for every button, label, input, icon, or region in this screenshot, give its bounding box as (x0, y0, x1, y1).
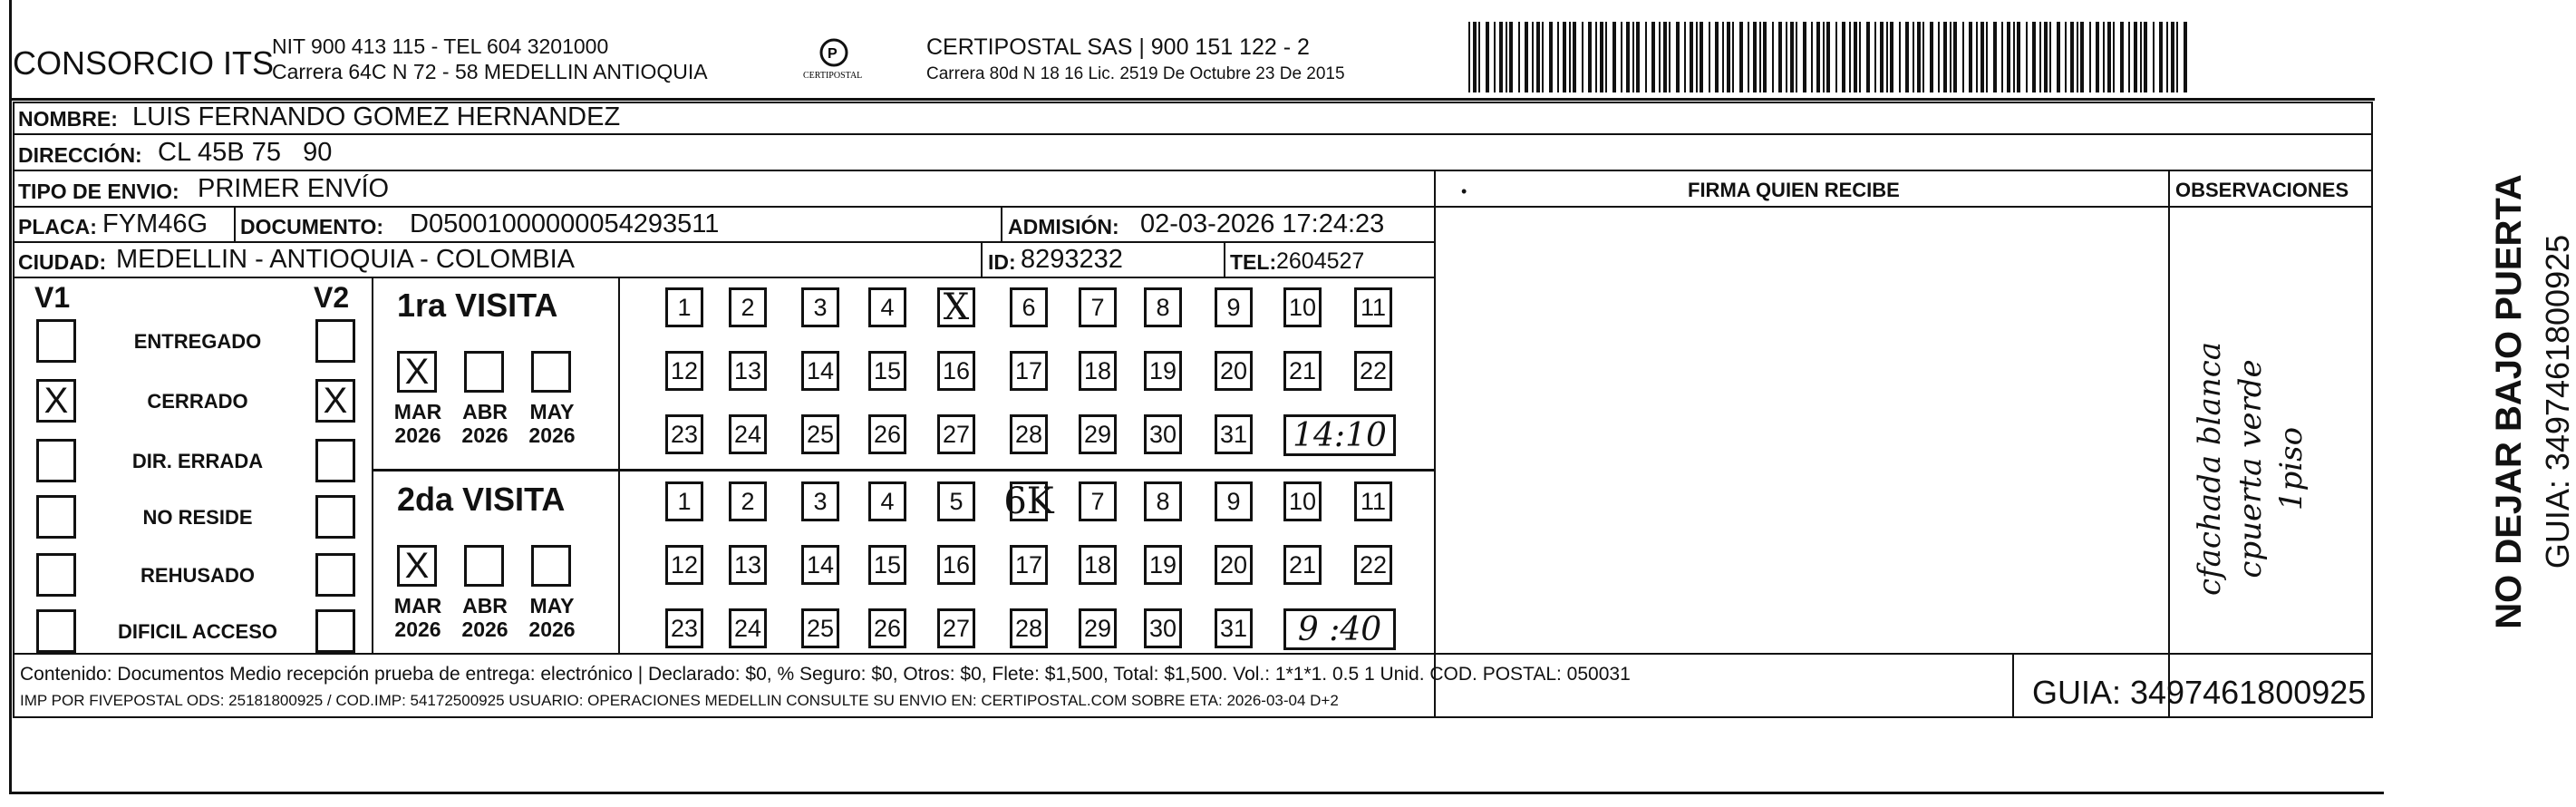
barcode-bar (1676, 22, 1680, 92)
visit-day-box[interactable]: 23 (665, 414, 703, 454)
barcode-bar (2001, 22, 2003, 92)
barcode-bar (1709, 22, 1710, 92)
visit-day-box[interactable]: 13 (729, 351, 767, 391)
barcode-bar (2017, 22, 2020, 92)
visit-month-label (386, 400, 450, 448)
barcode-bar (1866, 22, 1870, 92)
barcode-bar (1759, 22, 1761, 92)
status-v2-checkbox[interactable] (315, 609, 355, 653)
status-label: NO RESIDE (142, 506, 253, 529)
visit-day-box[interactable]: 4 (868, 481, 906, 521)
visit-day-box[interactable]: 15 (868, 351, 906, 391)
barcode-bar (1849, 22, 1851, 92)
visit-day-box[interactable]: 24 (729, 414, 767, 454)
barcode-bar (1499, 22, 1503, 92)
ciudad-value: MEDELLIN - ANTIOQUIA - COLOMBIA (116, 245, 575, 274)
barcode-bar (1569, 22, 1571, 92)
barcode-bar (2007, 22, 2010, 92)
barcode-bar (1573, 22, 1576, 92)
barcode-bar (1930, 22, 1933, 92)
visit-month-checkbox[interactable]: X (397, 351, 437, 393)
visit-day-box[interactable]: 21 (1283, 545, 1322, 585)
visit-day-box[interactable]: 6K (1003, 481, 1054, 522)
barcode-bar (1899, 22, 1901, 92)
visit-day-box[interactable]: 9 (1215, 481, 1253, 521)
nombre-label: NOMBRE: (18, 107, 118, 131)
certipostal-logo (798, 36, 870, 86)
bottom-rule (9, 792, 2384, 794)
visit-day-box[interactable]: 27 (937, 414, 975, 454)
visit-day-box[interactable]: 25 (801, 414, 839, 454)
barcode-bar (2128, 22, 2130, 92)
firma-label: FIRMA QUIEN RECIBE (1688, 179, 1900, 201)
month-name: MAR (393, 400, 442, 423)
barcode-bar (1478, 22, 1480, 92)
visit-day-box[interactable]: 29 (1079, 414, 1117, 454)
row-line (13, 133, 2373, 135)
barcode-bar (1859, 22, 1861, 92)
status-v1-checkbox[interactable] (36, 319, 76, 363)
cell-divider (234, 206, 236, 241)
barcode-bar (1993, 22, 1997, 92)
side-guia: GUIA: 3497461800925 (2539, 234, 2576, 569)
barcode-bar (1962, 22, 1964, 92)
barcode-bar (1612, 22, 1616, 92)
visit-time-box[interactable]: 9 :40 (1283, 608, 1396, 650)
row-line (13, 206, 2373, 208)
barcode-bar (2080, 22, 2084, 92)
visit-day-box[interactable]: 17 (1010, 545, 1048, 585)
barcode-bar (2120, 22, 2124, 92)
month-name: MAR (393, 594, 442, 617)
id-label: ID: (988, 250, 1016, 274)
month-year: 2026 (461, 423, 508, 448)
barcode-bar (2113, 22, 2115, 92)
barcode-bar (1905, 22, 1909, 92)
barcode-bar (2134, 22, 2137, 92)
barcode-bar (1588, 22, 1592, 92)
barcode-icon (1468, 22, 2193, 92)
barcode-bar (1753, 22, 1757, 92)
status-v1-checkbox[interactable] (36, 495, 76, 539)
documento-label: DOCUMENTO: (240, 215, 384, 238)
barcode-bar (1690, 22, 1693, 92)
barcode-bar (1636, 22, 1640, 92)
barcode-bar (1913, 22, 1914, 92)
id-value: 8293232 (1021, 245, 1123, 274)
row-line (13, 241, 1434, 243)
barcode-bar (2070, 22, 2074, 92)
barcode-bar (1563, 22, 1566, 92)
status-label: ENTREGADO (133, 330, 262, 353)
barcode-bar (1645, 22, 1647, 92)
barcode-bar (2032, 22, 2036, 92)
visit-day-box[interactable]: 8 (1144, 481, 1182, 521)
barcode-bar (1621, 22, 1622, 92)
barcode-bar (1739, 22, 1743, 92)
tipo-label: TIPO DE ENVIO: (18, 180, 179, 203)
company-nit: NIT 900 413 115 - TEL 604 3201000 (272, 34, 609, 58)
barcode-bar (2065, 22, 2067, 92)
status-v2-checkbox[interactable]: X (315, 379, 355, 423)
visit-day-box[interactable]: 18 (1079, 545, 1117, 585)
v1-label: V1 (34, 281, 71, 314)
visit-day-box[interactable]: 20 (1215, 545, 1253, 585)
cell-divider (1001, 206, 1002, 241)
visit-day-box[interactable]: 3 (801, 287, 839, 327)
month-year: 2026 (461, 617, 508, 642)
barcode-bar (1626, 22, 1630, 92)
visit-time-box[interactable]: 14:10 (1283, 414, 1396, 456)
barcode-bar (1938, 22, 1940, 92)
direccion-label: DIRECCIÓN: (18, 143, 142, 167)
visit-day-box[interactable]: 14 (801, 545, 839, 585)
barcode-bar (2026, 22, 2028, 92)
svg-text:CERTIPOSTAL: CERTIPOSTAL (803, 71, 863, 81)
barcode-bar (1816, 22, 1820, 92)
admision-value: 02-03-2026 17:24:23 (1140, 209, 1385, 238)
visit-day-box[interactable]: 31 (1215, 608, 1253, 648)
direccion-value: CL 45B 75 90 (158, 138, 333, 167)
barcode-bar (2089, 22, 2091, 92)
barcode-bar (2077, 22, 2078, 92)
barcode-bar (1748, 22, 1749, 92)
visit-month-label (453, 400, 517, 448)
status-v2-checkbox[interactable] (315, 319, 355, 363)
barcode-bar (1727, 22, 1730, 92)
barcode-bar (1518, 22, 1520, 92)
barcode-bar (1663, 22, 1667, 92)
visit-day-box[interactable]: 16 (937, 351, 975, 391)
barcode-bar (1536, 22, 1540, 92)
barcode-bar (1950, 22, 1951, 92)
barcode-bar (1595, 22, 1597, 92)
barcode-bar (2013, 22, 2015, 92)
barcode-bar (1890, 22, 1893, 92)
visit-day-box[interactable]: 12 (665, 351, 703, 391)
visit-day-box[interactable]: 16 (937, 545, 975, 585)
visit-day-box[interactable]: 19 (1144, 351, 1182, 391)
status-v2-checkbox[interactable] (315, 495, 355, 539)
obs-line-3: 1piso (2273, 426, 2310, 511)
barcode-bar (2096, 22, 2099, 92)
status-v1-checkbox[interactable] (36, 439, 76, 482)
visit-day-box[interactable]: 30 (1144, 608, 1182, 648)
no-dejar-bajo-puerta: NO DEJAR BAJO PUERTA (2489, 174, 2529, 629)
barcode-bar (1811, 22, 1813, 92)
visit-day-box[interactable]: 6 (1010, 287, 1048, 327)
visit-day-box[interactable]: 30 (1144, 414, 1182, 454)
month-name: ABR (462, 400, 508, 423)
visit-title: 1ra VISITA (397, 287, 558, 324)
visit-month-checkbox[interactable] (531, 545, 571, 587)
visit-day-box[interactable]: 25 (801, 608, 839, 648)
status-label: DIR. ERRADA (131, 450, 264, 472)
visit-day-box[interactable]: 27 (937, 608, 975, 648)
status-v1-checkbox[interactable] (36, 553, 76, 597)
status-label: REHUSADO (140, 564, 255, 587)
svg-text:P: P (828, 46, 838, 62)
observaciones-handwriting (2174, 290, 2310, 653)
visit-day-box[interactable]: 1 (665, 481, 703, 521)
cell-divider (1224, 241, 1225, 277)
barcode-bar (1696, 22, 1698, 92)
visit-day-box[interactable]: 15 (868, 545, 906, 585)
visit-day-box[interactable]: 23 (665, 608, 703, 648)
visit-day-box[interactable]: X (937, 287, 975, 327)
barcode-bar (1796, 22, 1797, 92)
logo-icon (798, 36, 870, 86)
visit-day-box[interactable]: 4 (868, 287, 906, 327)
visit-day-box[interactable]: 26 (868, 414, 906, 454)
barcode-bar (2049, 22, 2051, 92)
visit-month-checkbox[interactable] (464, 351, 504, 393)
visit-month-label (453, 594, 517, 642)
visit-day-box[interactable]: 28 (1010, 608, 1048, 648)
visit-month-label (520, 594, 584, 642)
barcode-bar (1917, 22, 1921, 92)
visit-day-box[interactable]: 7 (1079, 481, 1117, 521)
barcode-bar (1880, 22, 1884, 92)
barcode-bar (2166, 22, 2168, 92)
barcode-bar (2140, 22, 2142, 92)
status-label: CERRADO (147, 390, 248, 413)
visit-day-box[interactable]: 13 (729, 545, 767, 585)
visit-day-box[interactable]: 8 (1144, 287, 1182, 327)
visit-day-box[interactable]: 28 (1010, 414, 1048, 454)
barcode-bar (2153, 22, 2155, 92)
cell-divider (981, 241, 983, 277)
nombre-value: LUIS FERNANDO GOMEZ HERNANDEZ (132, 102, 621, 131)
barcode-bar (1763, 22, 1767, 92)
status-v2-checkbox[interactable] (315, 553, 355, 597)
barcode-bar (1651, 22, 1655, 92)
barcode-bar (1980, 22, 1984, 92)
barcode-bar (2044, 22, 2048, 92)
top-rule (9, 98, 2375, 101)
firma-dot: • (1461, 182, 1467, 200)
barcode-bar (1722, 22, 1724, 92)
visit-day-box[interactable]: 11 (1354, 287, 1392, 327)
barcode-bar (1732, 22, 1734, 92)
visit-day-box[interactable]: 11 (1354, 481, 1392, 521)
barcode-bar (1943, 22, 1947, 92)
barcode-bar (1953, 22, 1957, 92)
visit-day-box[interactable]: 5 (937, 481, 975, 521)
barcode-bar (1803, 22, 1806, 92)
barcode-bar (1986, 22, 1988, 92)
visit-day-box[interactable]: 1 (665, 287, 703, 327)
visit-day-box[interactable]: 2 (729, 287, 767, 327)
month-year: 2026 (528, 423, 576, 448)
visit-day-box[interactable]: 26 (868, 608, 906, 648)
barcode-bar (1922, 22, 1924, 92)
month-name: ABR (462, 594, 508, 617)
barcode-bar (1700, 22, 1703, 92)
visit-month-label (520, 400, 584, 448)
visit-day-box[interactable]: 10 (1283, 481, 1322, 521)
placa-value: FYM46G (102, 209, 208, 238)
visit-day-box[interactable]: 22 (1354, 351, 1392, 391)
barcode-bar (1542, 22, 1544, 92)
barcode-bar (1557, 22, 1559, 92)
barcode-bar (1486, 22, 1489, 92)
visit-day-box[interactable]: 12 (665, 545, 703, 585)
status-v2-checkbox[interactable] (315, 439, 355, 482)
barcode-bar (2057, 22, 2060, 92)
status-label: DIFICIL ACCESO (117, 620, 277, 643)
visit-day-box[interactable]: 22 (1354, 545, 1392, 585)
visit-day-box[interactable]: 20 (1215, 351, 1253, 391)
courier-address: Carrera 80d N 18 16 Lic. 2519 De Octubre 23 De 2015 (926, 64, 1345, 83)
barcode-bar (2176, 22, 2178, 92)
visit-month-label (386, 594, 450, 642)
barcode-bar (1786, 22, 1787, 92)
barcode-bar (1549, 22, 1553, 92)
barcode-bar (2103, 22, 2105, 92)
barcode-bar (1886, 22, 1888, 92)
barcode-bar (1854, 22, 1857, 92)
visit-title: 2da VISITA (397, 481, 566, 518)
obs-line-1: cfachada blanca (2192, 341, 2228, 597)
visit-day-box[interactable]: 31 (1215, 414, 1253, 454)
visit-day-box[interactable]: 29 (1079, 608, 1117, 648)
barcode-bar (1532, 22, 1534, 92)
company-name: CONSORCIO ITS (13, 44, 275, 82)
barcode-bar (1600, 22, 1603, 92)
barcode-bar (1659, 22, 1661, 92)
tel-label: TEL: (1230, 250, 1277, 274)
barcode-bar (1605, 22, 1607, 92)
barcode-bar (1506, 22, 1507, 92)
barcode-bar (1582, 22, 1583, 92)
col-divider (1434, 170, 1436, 718)
barcode-bar (1494, 22, 1496, 92)
barcode-bar (2171, 22, 2174, 92)
footer-imp: IMP POR FIVEPOSTAL ODS: 25181800925 / COD.IMP: 54172500925 USUARIO: OPERACIONES MEDELLIN CONSULTE SU ENVIO EN: CERTIPOSTAL.COM SOBRE ETA: 2026-03-04 D+2 (20, 692, 1339, 709)
barcode-bar (1669, 22, 1671, 92)
visit-day-box[interactable]: 21 (1283, 351, 1322, 391)
month-year: 2026 (394, 423, 441, 448)
barcode-bar (1684, 22, 1686, 92)
visit-day-box[interactable]: 17 (1010, 351, 1048, 391)
status-v1-checkbox[interactable] (36, 609, 76, 653)
obs-line-2: cpuerta verde (2232, 359, 2269, 579)
barcode-bar (2144, 22, 2147, 92)
visit-month-checkbox[interactable] (464, 545, 504, 587)
visit-day-box[interactable]: 24 (729, 608, 767, 648)
v2-label: V2 (314, 281, 350, 314)
left-rule (9, 0, 12, 794)
observaciones-label: OBSERVACIONES (2175, 179, 2349, 201)
company-address: Carrera 64C N 72 - 58 MEDELLIN ANTIOQUIA (272, 60, 708, 83)
footer-line (13, 653, 2373, 655)
visit-divider (618, 277, 620, 653)
visit-day-box[interactable]: 10 (1283, 287, 1322, 327)
row-line (13, 277, 1434, 278)
barcode-bar (1632, 22, 1634, 92)
barcode-bar (2159, 22, 2163, 92)
status-v1-checkbox[interactable]: X (36, 379, 76, 423)
visit-day-box[interactable]: 2 (729, 481, 767, 521)
visit-day-box[interactable]: 3 (801, 481, 839, 521)
visit-day-box[interactable]: 14 (801, 351, 839, 391)
visit-day-box[interactable]: 9 (1215, 287, 1253, 327)
footer-divider (2012, 653, 2014, 718)
visit-month-checkbox[interactable]: X (397, 545, 437, 587)
barcode-bar (2184, 22, 2187, 92)
footer-contenido: Contenido: Documentos Medio recepción prueba de entrega: electrónico | Declarado: $0, % Seguro: $0, Otros: $0, Flete: $1,500, Total: $1,500. Vol.: 1*1*1. 0.5 1 Unid. COD. POSTAL: 050031 (20, 664, 1631, 685)
row-line (13, 170, 2373, 171)
barcode-bar (1969, 22, 1972, 92)
courier-name: CERTIPOSTAL SAS | 900 151 122 - 2 (926, 34, 1310, 60)
month-name: MAY (529, 594, 575, 617)
barcode-bar (1842, 22, 1845, 92)
visit-day-box[interactable]: 19 (1144, 545, 1182, 585)
barcode-bar (1835, 22, 1837, 92)
barcode-bar (1823, 22, 1825, 92)
barcode-bar (1976, 22, 1978, 92)
barcode-bar (2039, 22, 2041, 92)
barcode-bar (1778, 22, 1782, 92)
visit-separator (373, 469, 1434, 472)
barcode-bar (1525, 22, 1528, 92)
admision-label: ADMISIÓN: (1008, 215, 1119, 238)
footer-guia: GUIA: 3497461800925 (2032, 674, 2367, 711)
barcode-bar (1790, 22, 1794, 92)
placa-label: PLACA: (18, 215, 97, 238)
barcode-bar (1826, 22, 1830, 92)
month-year: 2026 (394, 617, 441, 642)
tel-value: 2604527 (1276, 248, 1365, 274)
col-divider (2168, 170, 2170, 718)
visit-month-checkbox[interactable] (531, 351, 571, 393)
barcode-bar (2107, 22, 2111, 92)
barcode-bar (1772, 22, 1774, 92)
barcode-bar (1473, 22, 1477, 92)
barcode-bar (1468, 22, 1470, 92)
barcode (1468, 22, 2193, 92)
barcode-bar (1509, 22, 1513, 92)
month-name: MAY (529, 400, 575, 423)
tipo-value: PRIMER ENVÍO (198, 174, 390, 203)
ciudad-label: CIUDAD: (18, 250, 107, 274)
month-year: 2026 (528, 617, 576, 642)
documento-value: D05001000000054293511 (410, 209, 720, 238)
barcode-bar (1715, 22, 1719, 92)
barcode-bar (1874, 22, 1876, 92)
visit-day-box[interactable]: 18 (1079, 351, 1117, 391)
visit-day-box[interactable]: 7 (1079, 287, 1117, 327)
